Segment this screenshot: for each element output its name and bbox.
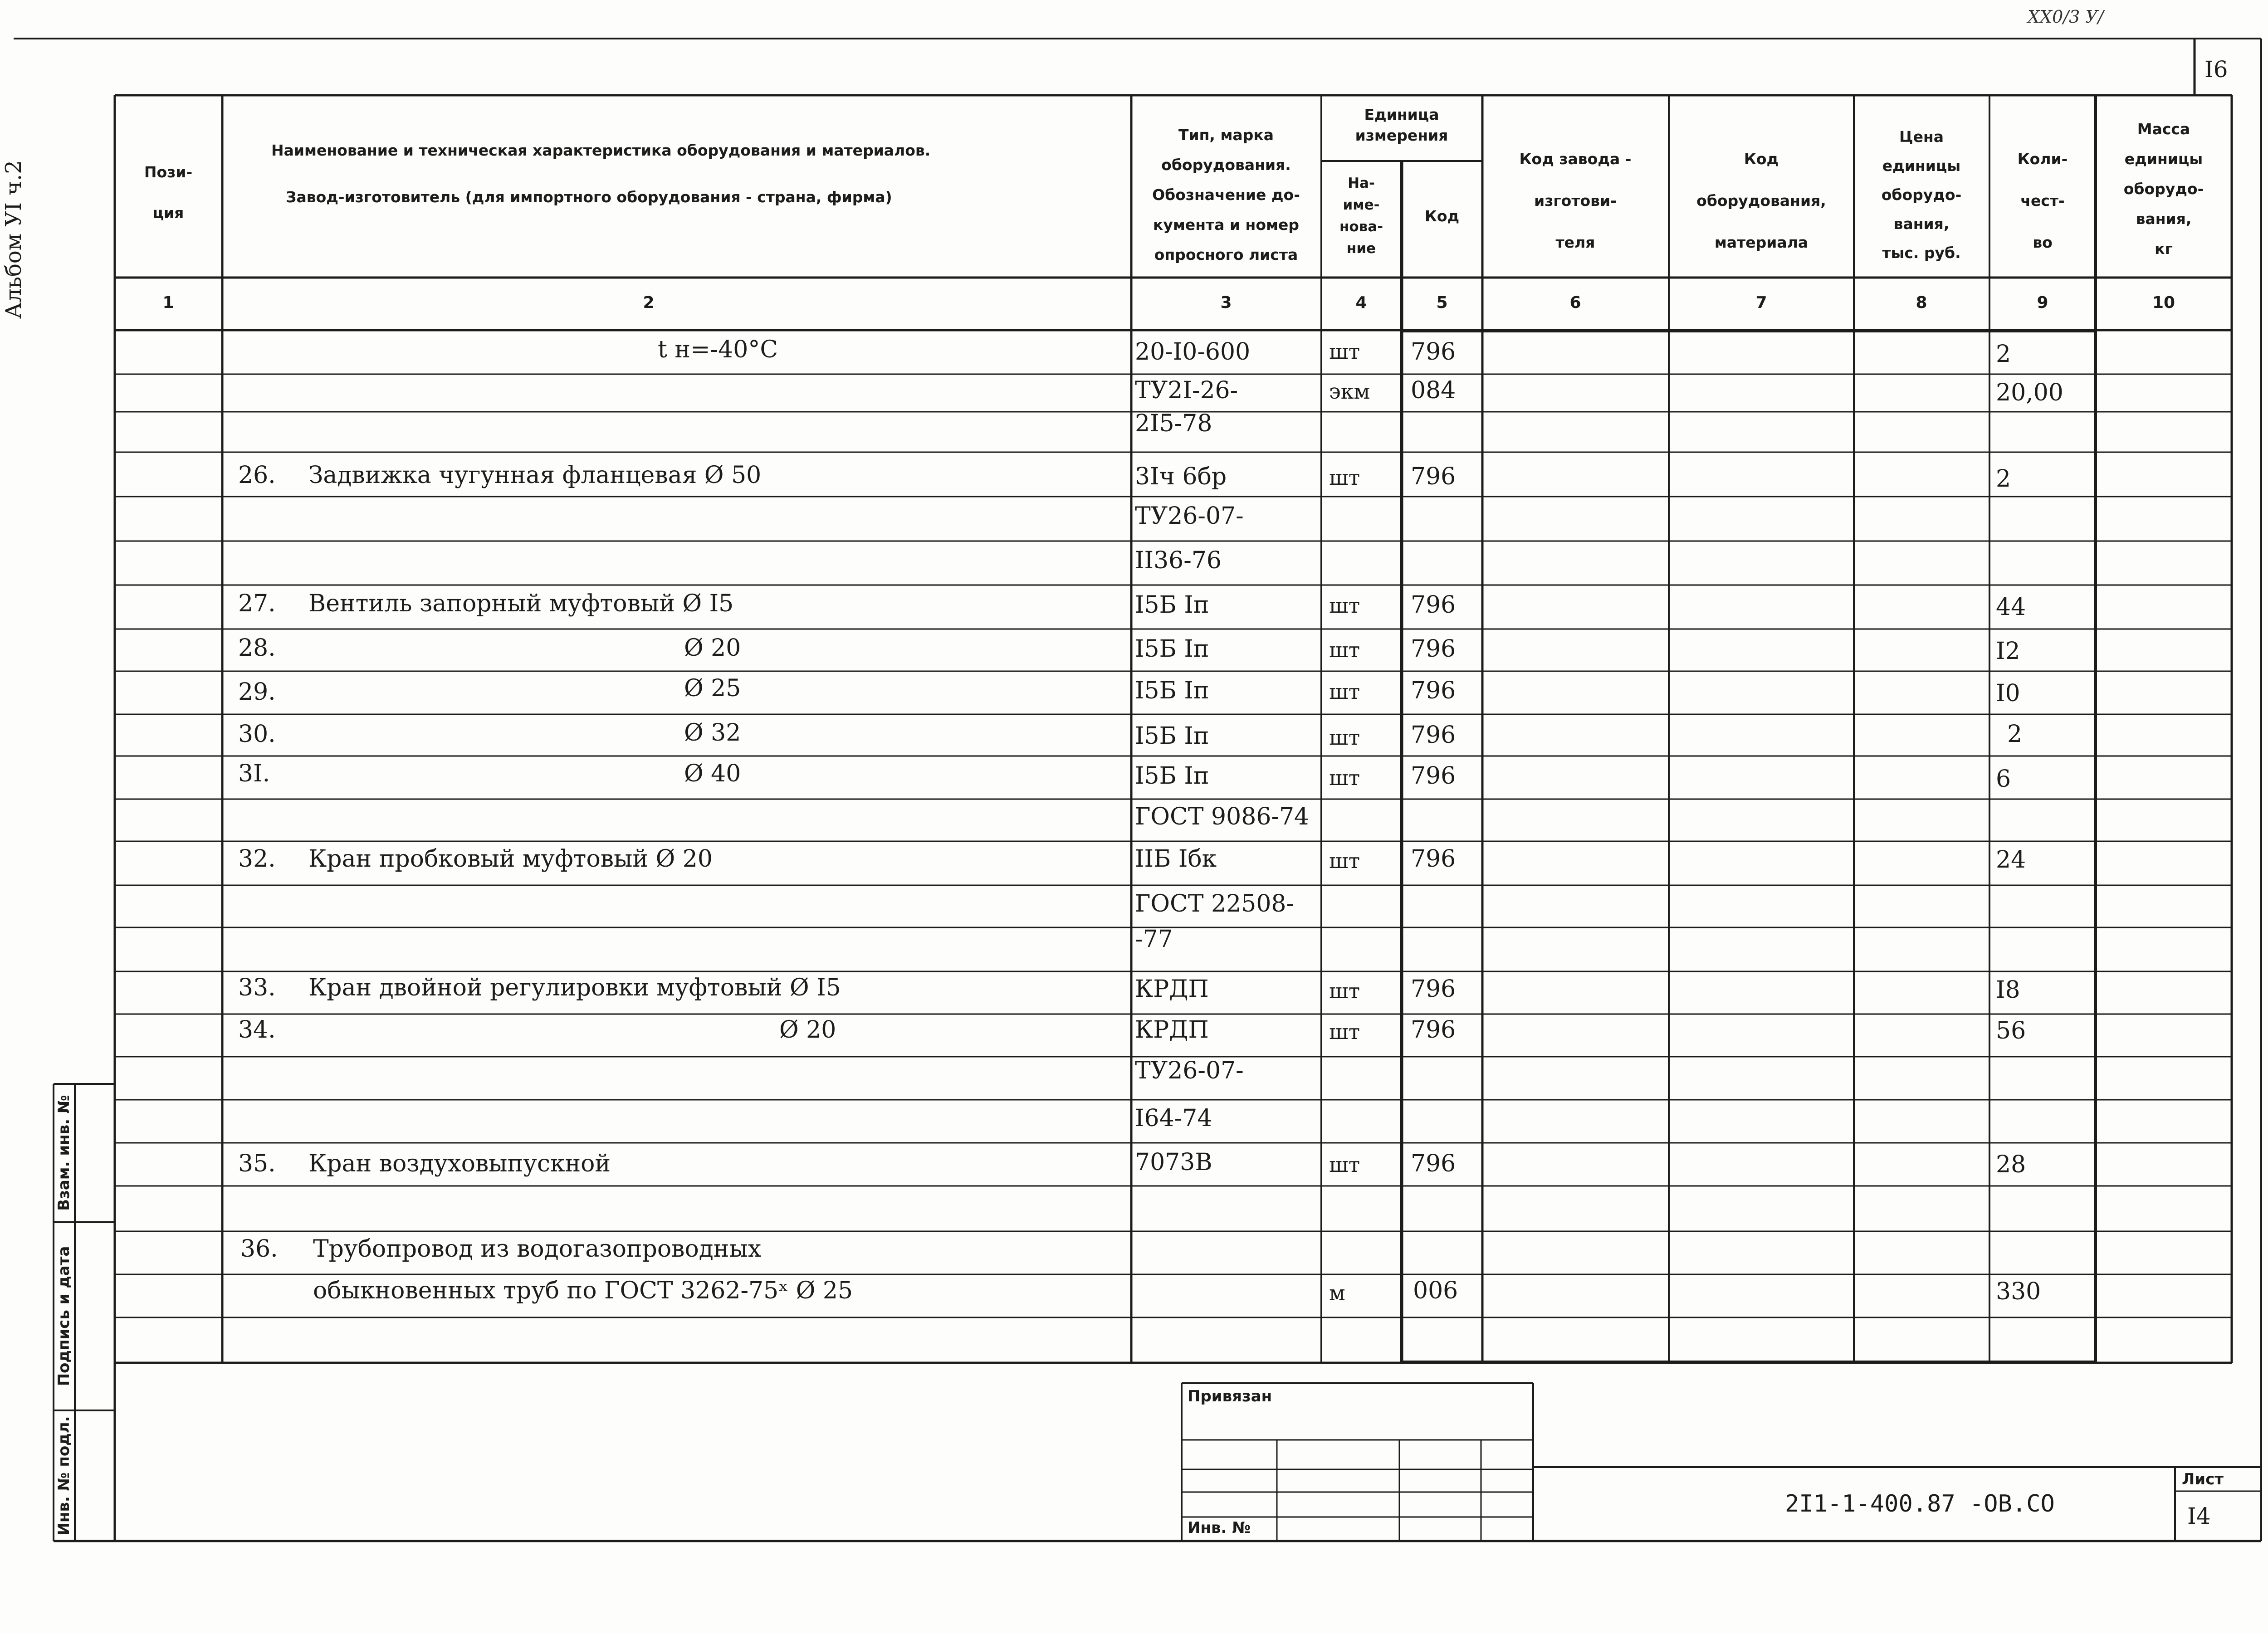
row-unit: шт (1329, 849, 1360, 873)
row-quantity: 6 (1996, 766, 2011, 793)
column-number-4: 4 (1355, 293, 1367, 312)
row-unit: шт (1329, 979, 1360, 1003)
row-type: 7073В (1135, 1149, 1212, 1176)
column-number-10: 10 (2152, 293, 2175, 312)
header-type: Тип, марка оборудования. Обозначение до- кумента и номер опросного листа (1152, 126, 1300, 263)
row-unit: м (1329, 1281, 1345, 1305)
header-unit-group: Единица измерения (1355, 106, 1448, 144)
header-name-line1: Наименование и техническая характеристика оборудования и материалов. (271, 141, 931, 159)
row-code: 796 (1411, 338, 1456, 366)
column-number-1: 1 (162, 293, 174, 312)
row-type: I64-74 (1135, 1105, 1212, 1132)
row-position: 33. (238, 974, 276, 1001)
list-label: Лист (2182, 1470, 2224, 1488)
header-position: Пози- ция (144, 163, 193, 222)
row-code: 796 (1411, 463, 1456, 490)
row-code: 796 (1411, 635, 1456, 663)
row-quantity: 2 (1996, 341, 2011, 368)
column-number-7: 7 (1755, 293, 1767, 312)
column-number-3: 3 (1220, 293, 1232, 312)
row-name: Кран пробковый муфтовый Ø 20 (308, 845, 713, 873)
row-quantity: 56 (1996, 1017, 2026, 1044)
row-type: II36-76 (1135, 547, 1222, 574)
row-type: ТУ26-07- (1135, 1057, 1244, 1084)
header-price: Цена единицы оборудо- вания, тыс. руб. (1881, 128, 1962, 262)
side-label-vzam: Взам. инв. № (55, 1095, 73, 1211)
row-type: ТУ26-07- (1135, 502, 1244, 530)
column-number-8: 8 (1916, 293, 1927, 312)
row-name: Ø 25 (684, 675, 741, 702)
row-name: Кран двойной регулировки муфтовый Ø I5 (308, 974, 841, 1001)
row-unit: шт (1329, 339, 1360, 364)
row-type: -77 (1135, 926, 1173, 953)
row-code: 796 (1411, 722, 1456, 749)
column-number-5: 5 (1436, 293, 1448, 312)
row-quantity: 24 (1996, 846, 2026, 873)
row-code: 796 (1411, 591, 1456, 619)
column-number-2: 2 (643, 293, 655, 312)
row-quantity: 2 (1996, 465, 2011, 493)
row-code: 084 (1411, 377, 1456, 404)
row-name: Кран воздуховыпускной (308, 1150, 611, 1177)
row-code: 796 (1411, 677, 1456, 704)
row-position: 26. (238, 462, 276, 489)
row-unit: шт (1329, 638, 1360, 662)
row-position: 29. (238, 678, 276, 706)
stamp-privyazan: Привязан (1188, 1387, 1272, 1405)
row-name: Вентиль запорный муфтовый Ø I5 (308, 590, 734, 617)
list-number: I4 (2187, 1503, 2211, 1529)
header-unit-code: Код (1424, 207, 1460, 225)
row-quantity: I2 (1996, 638, 2020, 665)
row-name: Ø 32 (684, 719, 741, 746)
row-type: 2I5-78 (1135, 410, 1212, 437)
document-code: 2I1-1-400.87 -ОВ.СО (1785, 1490, 2055, 1517)
row-name: t н=-40°C (658, 336, 778, 363)
side-label-podpis: Подпись и дата (55, 1246, 73, 1386)
row-unit: шт (1329, 679, 1360, 704)
row-type: I5Б Iп (1135, 591, 1209, 619)
row-type: IIБ Iбк (1135, 845, 1217, 873)
row-quantity: 2 (2007, 721, 2023, 748)
row-unit: шт (1329, 593, 1360, 618)
row-quantity: 28 (1996, 1151, 2026, 1178)
row-code: 006 (1413, 1277, 1458, 1304)
row-unit: шт (1329, 1152, 1360, 1177)
row-position: 36. (240, 1235, 278, 1263)
row-type: КРДП (1135, 1016, 1209, 1044)
row-unit: экм (1329, 379, 1370, 404)
row-type: I5Б Iп (1135, 677, 1209, 704)
row-code: 796 (1411, 1016, 1456, 1044)
row-name: Трубопровод из водогазопроводных (313, 1235, 762, 1263)
sheet-number: I6 (2204, 56, 2228, 83)
header-factory-code: Код завода - изготови- теля (1519, 150, 1632, 251)
row-type: КРДП (1135, 976, 1209, 1003)
column-number-9: 9 (2037, 293, 2048, 312)
row-type: I5Б Iп (1135, 762, 1209, 790)
row-quantity: 330 (1996, 1278, 2041, 1305)
header-equipment-code: Код оборудования, материала (1696, 150, 1826, 251)
header-name-line2: Завод-изготовитель (для импортного оборудования - страна, фирма) (286, 188, 892, 206)
row-code: 796 (1411, 976, 1456, 1003)
row-type: 20-I0-600 (1135, 338, 1251, 366)
row-position: 27. (238, 590, 276, 617)
row-type: I5Б Iп (1135, 722, 1209, 750)
row-type: 3Iч 6бр (1135, 463, 1227, 490)
row-position: 3I. (238, 760, 270, 787)
row-name: Ø 40 (684, 760, 741, 787)
header-mass: Масса единицы оборудо- вания, кг (2123, 120, 2204, 258)
column-number-6: 6 (1569, 293, 1581, 312)
row-code: 796 (1411, 762, 1456, 790)
row-position: 30. (238, 721, 276, 748)
row-position: 35. (238, 1150, 276, 1177)
row-type: ГОСТ 9086-74 (1135, 803, 1310, 830)
row-unit: шт (1329, 1019, 1360, 1044)
row-name: Ø 20 (779, 1016, 836, 1044)
corner-text: ХХ0/3 У/ (2028, 7, 2104, 27)
header-unit-name: На- име- нова- ние (1339, 175, 1383, 257)
row-type: I5Б Iп (1135, 635, 1209, 663)
row-type: ТУ2I-26- (1135, 377, 1238, 404)
row-name: Ø 20 (684, 634, 741, 662)
row-unit: шт (1329, 725, 1360, 750)
row-type: ГОСТ 22508- (1135, 890, 1295, 917)
row-code: 796 (1411, 845, 1456, 873)
side-label-inv-podl: Инв. № подл. (55, 1416, 73, 1536)
row-quantity: I0 (1996, 680, 2020, 707)
album-label: Альбом УI ч.2 (1, 160, 26, 319)
stamp-inv-no: Инв. № (1188, 1519, 1251, 1537)
row-name: Задвижка чугунная фланцевая Ø 50 (308, 462, 762, 489)
row-quantity: 20,00 (1996, 379, 2063, 406)
row-unit: шт (1329, 766, 1360, 790)
row-unit: шт (1329, 465, 1360, 490)
row-quantity: 44 (1996, 594, 2026, 621)
header-quantity: Коли- чест- во (2017, 150, 2068, 251)
row-position: 28. (238, 634, 276, 662)
row-code: 796 (1411, 1150, 1456, 1177)
row-position: 34. (238, 1016, 276, 1044)
row-position: 32. (238, 845, 276, 873)
row-quantity: I8 (1996, 976, 2020, 1004)
row-name: обыкновенных труб по ГОСТ 3262-75ˣ Ø 25 (313, 1277, 853, 1304)
